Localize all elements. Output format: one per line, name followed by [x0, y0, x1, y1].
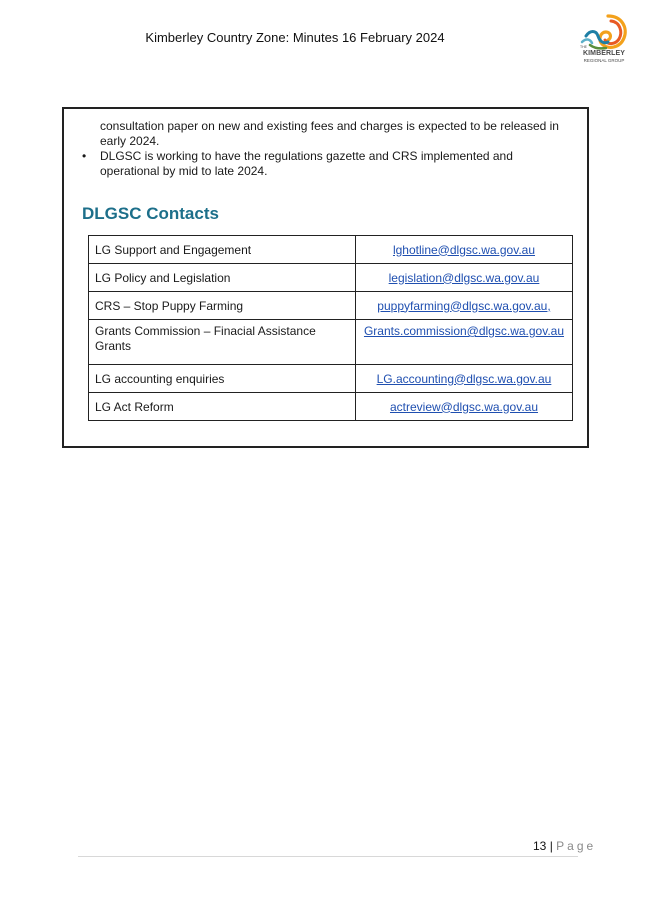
bullet-text: DLGSC is working to have the regulations gazette and CRS implemented and operational by mid to late 2024. — [100, 149, 513, 178]
section-heading: DLGSC Contacts — [82, 204, 219, 223]
contact-email-link[interactable]: puppyfarming@dlgsc.wa.gov.au, — [377, 298, 551, 313]
footer-rule — [78, 856, 578, 857]
page-number-separator: | — [546, 839, 557, 853]
page-word: Page — [556, 839, 597, 853]
page-header-title: Kimberley Country Zone: Minutes 16 February 2024 — [145, 30, 445, 45]
table-row — [89, 236, 573, 264]
contact-email-cell — [356, 264, 573, 292]
contact-email-cell — [356, 236, 573, 264]
contact-label: LG Act Reform — [89, 393, 356, 421]
logo-name-text: KIMBERLEY — [582, 50, 626, 57]
contact-email-cell — [356, 292, 573, 320]
table-row — [89, 292, 573, 320]
contact-label: Grants Commission – Finacial Assistance Grants — [89, 320, 356, 365]
page-number-value: 13 — [533, 839, 547, 853]
bullet-dot-icon: • — [82, 149, 87, 163]
bullet-list — [80, 149, 570, 179]
bullet-item — [80, 149, 570, 179]
page-number — [533, 839, 596, 853]
contact-email-link[interactable]: legislation@dlgsc.wa.gov.au — [388, 270, 540, 285]
contact-email-link[interactable]: Grants.commission@dlgsc.wa.gov.au — [363, 324, 565, 338]
table-row — [89, 320, 573, 365]
logo-the-text: THE — [580, 45, 587, 49]
contact-email-cell — [356, 320, 573, 365]
contact-label: LG accounting enquiries — [89, 365, 356, 393]
table-row — [89, 264, 573, 292]
contact-label: LG Support and Engagement — [89, 236, 356, 264]
contact-label: CRS – Stop Puppy Farming — [89, 292, 356, 320]
contact-email-cell — [356, 393, 573, 421]
paragraph-continuation: consultation paper on new and existing fees and charges is expected to be released in early 2024. — [100, 119, 559, 148]
contact-email-link[interactable]: actreview@dlgsc.wa.gov.au — [389, 399, 539, 414]
table-row — [89, 365, 573, 393]
content-box — [62, 107, 589, 448]
contact-email-cell — [356, 365, 573, 393]
contact-email-link[interactable]: lghotline@dlgsc.wa.gov.au — [392, 242, 536, 257]
contacts-table — [88, 235, 573, 421]
table-row — [89, 393, 573, 421]
logo-subtitle-text: REGIONAL GROUP — [583, 58, 625, 63]
contact-label: LG Policy and Legislation — [89, 264, 356, 292]
contact-email-link[interactable]: LG.accounting@dlgsc.wa.gov.au — [376, 371, 552, 386]
